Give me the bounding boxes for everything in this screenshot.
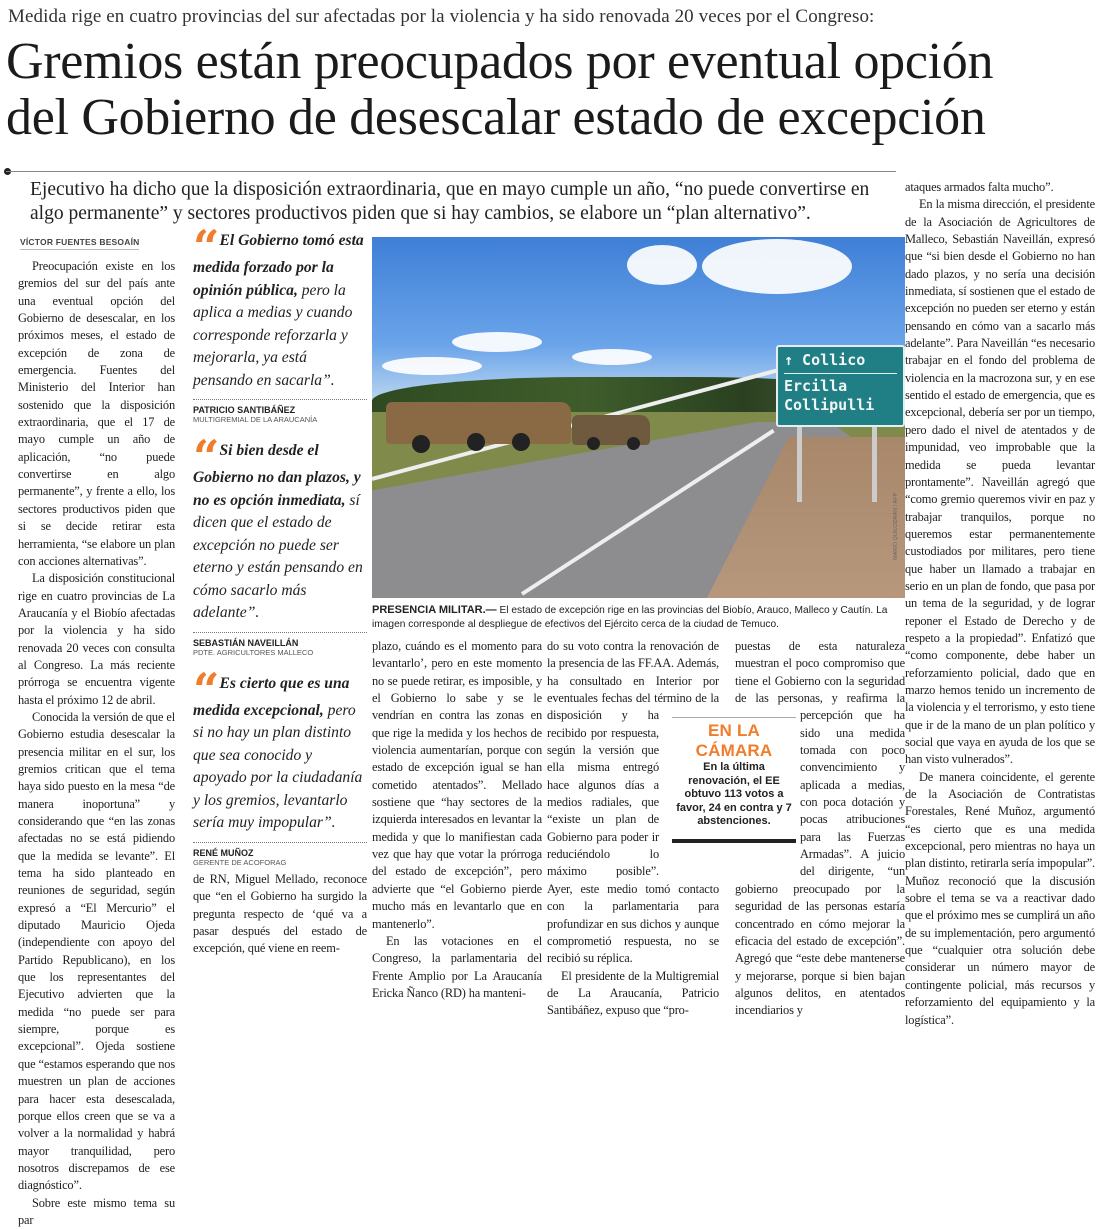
quote-role: MULTIGREMIAL DE LA ARAUCANÍA bbox=[193, 415, 318, 424]
paragraph: Preocupación existe en los gremios del sur del país ante una eventual opción del Gobierno de desescalar, en los próximos meses, el estado de excepción de zona de emergencia. Fuentes del Ministerio del Interior han sostenido que la disposición extraordinaria, que el 17 de mayo cumple un año de aplicación, “no puede convertirse en algo permanente”, y frente a ello, los sectores productivos piden que si se decide retirar esta herramienta, “se elabore un plan con acciones alternativas”. bbox=[18, 259, 175, 568]
wheel bbox=[587, 437, 600, 450]
cloud bbox=[572, 349, 652, 365]
info-box-title: EN LA CÁMARA bbox=[695, 721, 773, 760]
paragraph: De manera coincidente, el gerente de la Asociación de Contratistas Forestales, René Muñoz, argumentó “es cierto que es una medida excepcional, pero mientras no haya un plan distinto, retirarla sería impopular”. Muñoz reconoció que la discusión sobre el tema se va a reactivar dado que el próximo mes se cumplirá un año de su implementación, pero argumentó que “cualquier otra solución debe considerar un número mayor de contingente policial, más recursos y reforzamiento del equipamiento y la logística”. bbox=[905, 769, 1095, 1027]
paragraph: puestas de esta naturaleza muestran el poco compromiso que tiene el Gobierno con la seguridad de las personas, y reafirma la percepción que ha sido una medida tomada con poco convencimiento y aplicada a medias, con poca dotación y pocas atribuciones para las Fuerzas Armadas”. A juicio del dirigente, “un gobierno preocupado por la seguridad de las personas estaría concentrado en cómo mejorar la eficacia del estado de excepción”. Agregó que “este debe mantenerse y mejorarse, porque si bien bajan algunos delitos, en atentados incendiarios y bbox=[735, 639, 905, 1018]
quote-author: PATRICIO SANTIBÁÑEZ bbox=[193, 405, 296, 415]
sign-post bbox=[797, 427, 802, 502]
headline-line: del Gobierno de desescalar estado de excepción bbox=[6, 89, 986, 146]
quote-role: GERENTE DE ACOFORAG bbox=[193, 857, 287, 867]
quote-text: sí dicen que el estado de excepción no puede ser eterno y están pensando en cómo sacarlo más adelante”. bbox=[193, 491, 363, 621]
kicker: Medida rige en cuatro provincias del sur afectadas por la violencia y ha sido renovada 20 veces por el Congreso: bbox=[8, 6, 875, 27]
headline bbox=[6, 34, 1100, 146]
quote-mark-icon: “ bbox=[193, 430, 216, 484]
news-photo bbox=[372, 237, 905, 598]
quote-text: pero si no hay un plan distinto que sea conocido y apoyado por la ciudadanía y los gremios, levantarlo sería muy impopular”. bbox=[193, 701, 363, 831]
quote-bold: Es cierto que es una medida excepcional, bbox=[193, 674, 350, 719]
paragraph: plazo, cuándo es el momento para levantarlo’, pero en este momento no se puede retirar, es imposible, y el Gobierno lo sabe y se le vendrían en contra las zonas en que rige la medida y los hechos de violencia aumentarían, porque con estado de excepción igual se han cometido atentados”. Mellado sostiene que “hay sectores de la izquierda interesados en levantar la medida y que lo manifiestan cada vez que hay que votar la prórroga del estado de excepción”, pero advierte que “el Gobierno pierde mucho más en levantarlo que en mantenerlo”. bbox=[372, 639, 542, 931]
paragraph: En las votaciones en el Congreso, la parlamentaria del Frente Amplio por La Araucanía Ericka Ñanco (RD) ha manteni- bbox=[372, 933, 542, 1000]
road-sign bbox=[776, 345, 905, 427]
quote-mark-icon: “ bbox=[193, 662, 216, 717]
divider bbox=[193, 399, 367, 400]
cloud bbox=[627, 245, 697, 285]
cloud bbox=[702, 239, 852, 294]
divider bbox=[6, 171, 896, 172]
divider bbox=[672, 839, 796, 843]
cloud bbox=[382, 357, 482, 375]
quote-author: SEBASTIÁN NAVEILLÁN bbox=[193, 637, 299, 648]
paragraph: Sobre este mismo tema su par bbox=[18, 1195, 175, 1227]
wheel bbox=[412, 435, 430, 453]
quote-bold: Si bien desde el Gobierno no dan plazos, y no es opción inmediata, bbox=[193, 442, 361, 509]
caption-text: El estado de excepción rige en las provincias del Biobío, Arauco, Malleco y Cautín. La imagen corresponde al despliegue de efectivos del Ejército cerca de la ciudad de Temuco. bbox=[372, 605, 888, 630]
quote-mark-icon: “ bbox=[193, 220, 216, 274]
paragraph: En la misma dirección, el presidente de la Asociación de Agricultores de Malleco, Sebastián Naveillán, expresó que “si bien desde el Gobierno no han dado plazos, y no sería una decisión inmediata, sí sostienen que el estado de excepción no pueden ser eterno y están pensando en cómo van a sacarlo más adelante”. Para Naveillán “es necesario trabajar en el fondo del problema de violencia en la macrozona sur, y en ese sentido el estado de emergencia, que es excepcional, debería ser por un tiempo, pero dado el nivel de atentados y de impunidad, veo improbable que la medida se pueda levantar prontamente”. Naveillán agregó que “como gremio queremos vivir en paz y trabajar tranquilos, porque no queremos estar permanentemente custodiados por militares, pero tiene que haber un llamado a trabajar en serio en un plan de fondo, que pasa por un tema de la seguridad, y de lograr reponer el Estado de Derecho y de respeto a la propiedad”. Enfatizó que “como componente, debe haber un reforzamiento policial, dado que en marzo hemos tenido un incremento de la violencia y el terrorismo, y esto tiene que ir de la mano de un plan político y social que vaya en ayuda de los que se han visto vulnerados”. bbox=[905, 197, 1095, 767]
divider bbox=[193, 632, 367, 633]
article-column-1 bbox=[18, 258, 175, 1229]
paragraph: ataques armados falta mucho”. bbox=[905, 180, 1054, 194]
sign-text: ↑ Collico bbox=[784, 351, 866, 369]
info-box-text: En la última renovación, el EE obtuvo 113 votos a favor, 24 en contra y 7 abstenciones. bbox=[676, 761, 792, 827]
paragraph: Conocida la versión de que el Gobierno estudia desescalar la presencia militar en el sur, los gremios critican que el tema haya sido puesto en la mesa “de manera inoportuna” y considerando que “en las zonas afectadas no se está pidiendo que la medida se levante”. El tema ha sido planteado en reuniones de seguridad, según expresó a “El Mercurio” el diputado Mauricio Ojeda (independiente con apoyo del Partido Republicano), en los que los representantes del Ejecutivo advierten que la medida “no puede ser para siempre, porque es excepcional”. Ojeda sostiene que “estamos esperando que nos muestren un plan de acciones para hacer esta desescalada, porque ellos creen que se va a volver a la normalidad y habrá mayor tranquilidad, pero nosotros discrepamos de ese diagnóstico”. bbox=[18, 709, 175, 1193]
quote-bold: El Gobierno tomó esta medida forzado por la opinión pública, bbox=[193, 232, 364, 299]
paragraph: La disposición constitucional rige en cuatro provincias de La Araucanía y el Biobío afectadas por la violencia y ha sido renovada 20 veces con consulta al Congreso. La más reciente prórroga se encuentra vigente hasta el próximo 12 de abril. bbox=[18, 571, 175, 707]
paragraph: de RN, Miguel Mellado, reconoce que “en el Gobierno ha surgido la pregunta respecto de ‘qué va a pasar después del estado de excepción, qué viene en reem- bbox=[193, 872, 367, 956]
sign-text: Collipulli bbox=[784, 396, 875, 414]
paragraph: do su voto contra la renovación de la presencia de las FF.AA. Además, ha consultado en Interior por eventuales fechas del término de la disposición y ha recibido por respuesta, según la versión que ella misma entregó hace algunos días a medios radiales, que “existe un plan de Gobierno para poder ir reduciéndolo lo máximo posible”. Ayer, este medio tomó contacto con la parlamentaria para profundizar en sus dichos y aunque comprometió respuesta, no se recibió su réplica. bbox=[547, 639, 719, 966]
deck: Ejecutivo ha dicho que la disposición extraordinaria, que en mayo cumple un año, “no puede convertirse en algo permanente” y sectores productivos piden que si hay cambios, se elabore un “plan alternativo”. bbox=[30, 179, 870, 224]
quote-role: PDTE. AGRICULTORES MALLECO bbox=[193, 647, 314, 657]
divider bbox=[784, 373, 897, 374]
quote-author: RENÉ MUÑOZ bbox=[193, 847, 254, 858]
info-box bbox=[672, 717, 796, 843]
byline: VÍCTOR FUENTES BESOAÍN bbox=[20, 237, 139, 250]
article-column-3 bbox=[372, 638, 542, 1002]
divider bbox=[193, 842, 367, 843]
pull-quotes bbox=[193, 220, 367, 883]
wheel bbox=[627, 437, 640, 450]
pull-quote bbox=[193, 662, 367, 867]
article-column-2 bbox=[193, 871, 367, 958]
quote-text: pero la aplica a medias y cuando corresponde reforzarla y mejorarla, ya está pensando en sacarla”. bbox=[193, 281, 353, 389]
wheel bbox=[467, 433, 485, 451]
photo-credit: MARIO QUILODRÁN / AFP bbox=[893, 492, 899, 560]
pull-quote bbox=[193, 430, 367, 657]
pull-quote bbox=[193, 220, 367, 424]
article-column-6 bbox=[905, 179, 1095, 1029]
sign-text: Ercilla bbox=[784, 377, 848, 395]
headline-line: Gremios están preocupados por eventual opción bbox=[6, 33, 994, 90]
wheel bbox=[512, 433, 530, 451]
caption-label: PRESENCIA MILITAR.— bbox=[372, 604, 497, 616]
sign-post bbox=[872, 427, 877, 502]
cloud bbox=[452, 332, 542, 352]
photo-caption bbox=[372, 603, 905, 632]
paragraph: El presidente de la Multigremial de La Araucanía, Patricio Santibáñez, expuso que “pro- bbox=[547, 968, 719, 1018]
